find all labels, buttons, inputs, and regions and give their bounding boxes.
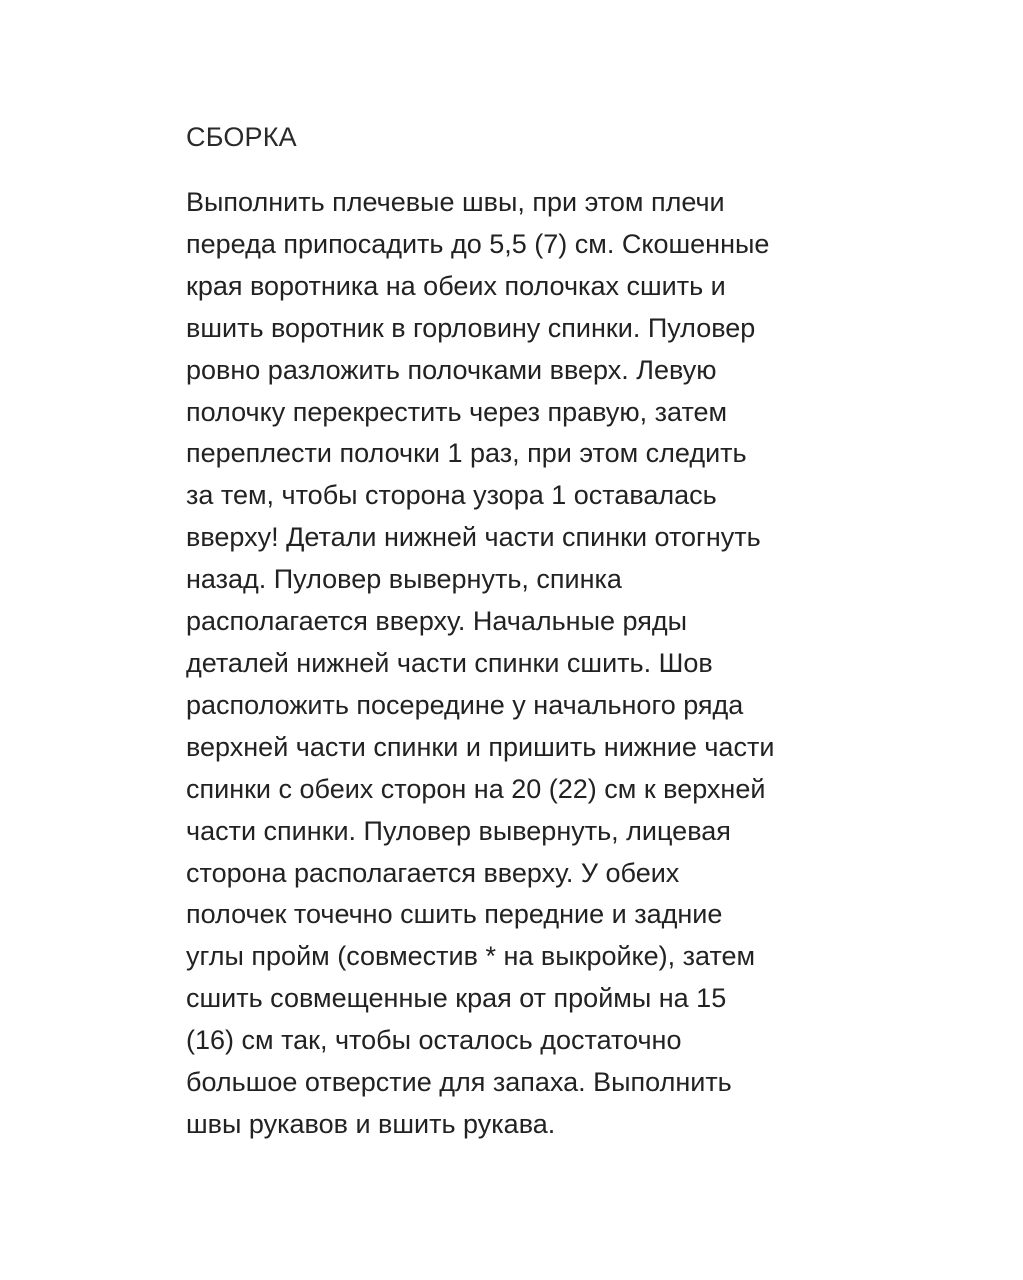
text-line: сторона располагается вверху. У обеих — [186, 857, 680, 888]
text-line: расположить посередине у начального ряда — [186, 689, 744, 720]
text-line: углы пройм (совместив * на выкройке), затем — [186, 941, 756, 972]
instructions-paragraph — [186, 182, 986, 1146]
text-line: большое отверстие для запаха. Выполнить — [186, 1067, 732, 1098]
text-line: полочек точечно сшить передние и задние — [186, 899, 723, 930]
text-line: вверху! Детали нижней части спинки отогнуть — [186, 522, 761, 553]
text-line: деталей нижней части спинки сшить. Шов — [186, 647, 713, 678]
text-line: ровно разложить полочками вверх. Левую — [186, 354, 717, 385]
text-line: Выполнить плечевые швы, при этом плечи — [186, 187, 725, 217]
text-line: вшить воротник в горловину спинки. Пуловер — [186, 312, 756, 343]
text-line: переплести полочки 1 раз, при этом следить — [186, 438, 747, 469]
text-line: переда припосадить до 5,5 (7) см. Скошенные — [186, 228, 770, 259]
text-line: полочку перекрестить через правую, затем — [186, 396, 728, 427]
text-line: за тем, чтобы сторона узора 1 оставалась — [186, 480, 717, 511]
text-line: назад. Пуловер вывернуть, спинка — [186, 564, 622, 595]
text-line: сшить совмещенные края от проймы на 15 — [186, 983, 727, 1014]
text-line: швы рукавов и вшить рукава. — [186, 1108, 556, 1139]
section-heading: СБОРКА — [186, 122, 297, 152]
text-line: края воротника на обеих полочках сшить и — [186, 270, 726, 301]
text-line: части спинки. Пуловер вывернуть, лицевая — [186, 815, 731, 846]
text-line: верхней части спинки и пришить нижние части — [186, 731, 775, 762]
text-line: располагается вверху. Начальные ряды — [186, 606, 687, 637]
text-line: (16) см так, чтобы осталось достаточно — [186, 1025, 682, 1056]
text-line: спинки с обеих сторон на 20 (22) см к верхней — [186, 773, 766, 804]
